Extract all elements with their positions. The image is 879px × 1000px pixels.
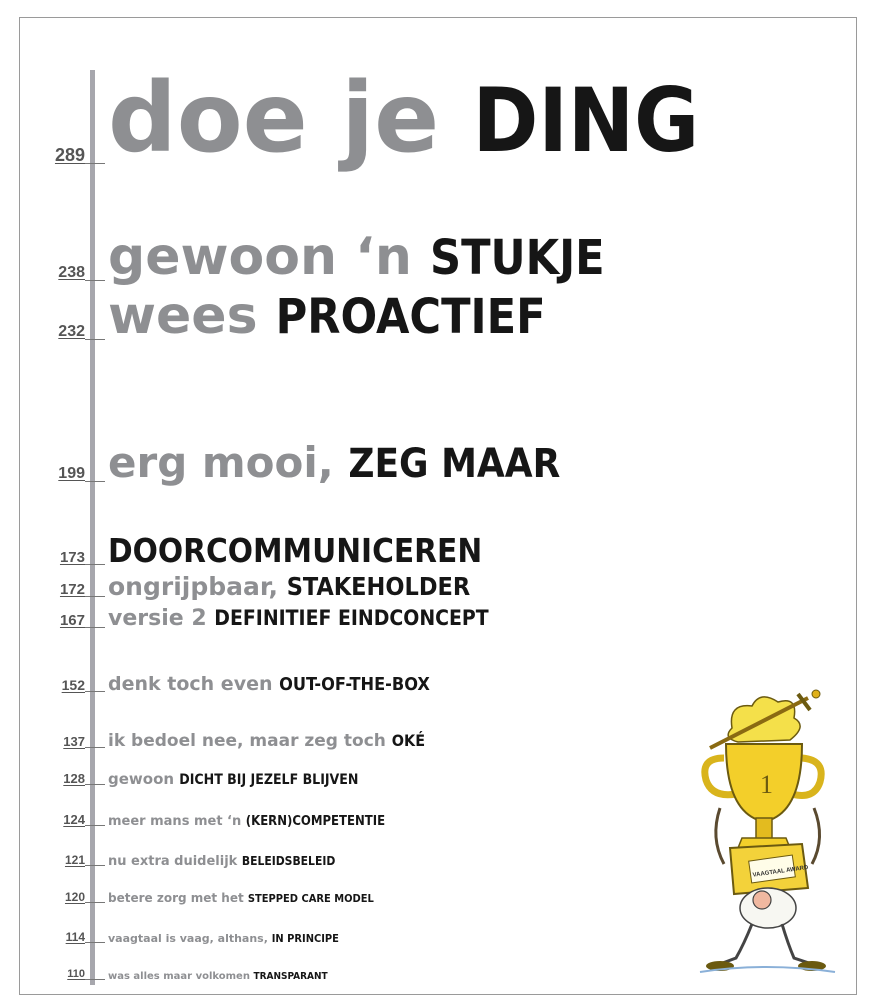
phrase-emphasis: DEFINITIEF EINDCONCEPT (214, 606, 489, 630)
phrase-text (108, 966, 328, 982)
phrase-emphasis: OUT-OF-THE-BOX (279, 674, 430, 695)
value-label: 167 (59, 612, 85, 629)
value-label: 128 (63, 771, 85, 786)
phrase-text (108, 608, 489, 630)
phrase-text (108, 852, 335, 868)
phrase-plain: wees (108, 286, 276, 346)
phrase-emphasis: STUKJE (429, 230, 605, 286)
axis-tick (85, 747, 105, 748)
phrase-plain: gewoon (108, 770, 180, 788)
phrase-plain: nu extra duidelijk (108, 854, 242, 869)
axis-tick (85, 865, 105, 866)
phrase-emphasis: STEPPED CARE MODEL (247, 892, 374, 905)
phrase-plain: was alles maar volkomen (108, 971, 254, 982)
phrase-plain: ongrijpbaar, (108, 572, 287, 601)
value-label: 199 (58, 465, 85, 482)
axis-tick (85, 481, 105, 482)
phrase-plain: gewoon ‘n (108, 227, 430, 287)
value-label: 120 (64, 890, 85, 904)
value-label: 238 (58, 264, 85, 281)
phrase-text (108, 286, 546, 346)
axis-tick (85, 691, 105, 692)
axis-tick (85, 339, 105, 340)
phrase-emphasis: ZEG MAAR (348, 441, 561, 487)
trophy-carrier-cartoon (690, 688, 840, 978)
phrase-plain: meer mans met ‘n (108, 814, 246, 829)
phrase-text (108, 675, 430, 694)
phrase-text (108, 227, 605, 287)
phrase-text (108, 531, 483, 570)
phrase-plain: ik bedoel nee, maar zeg toch (108, 731, 392, 751)
value-label: 114 (65, 930, 85, 944)
axis-tick (85, 784, 105, 785)
value-label: 172 (59, 581, 85, 598)
phrase-plain: versie 2 (108, 606, 215, 631)
phrase-emphasis: BELEIDSBELEID (241, 854, 336, 868)
phrase-emphasis: DICHT BIJ JEZELF BLIJVEN (179, 772, 359, 788)
axis-tick (85, 280, 105, 281)
cup-number: 1 (760, 770, 773, 799)
value-label: 152 (61, 677, 85, 693)
phrase-emphasis: TRANSPARANT (253, 971, 328, 982)
value-label: 124 (63, 812, 85, 827)
phrase-plain: erg mooi, (108, 438, 349, 487)
phrase-emphasis: STAKEHOLDER (286, 572, 471, 601)
plaque-text: VAAGTAAL AWARD (752, 864, 809, 879)
phrase-text (108, 929, 339, 945)
phrase-plain: betere zorg met het (108, 891, 248, 905)
axis-tick (85, 564, 105, 565)
axis-tick (85, 825, 105, 826)
phrase-text (108, 733, 425, 750)
value-label: 173 (59, 549, 85, 566)
value-label: 137 (63, 734, 85, 749)
phrase-emphasis: DING (472, 69, 700, 172)
value-label: 232 (58, 323, 85, 340)
axis-tick (85, 596, 105, 597)
axis-tick (85, 942, 105, 943)
axis-tick (85, 902, 105, 903)
phrase-plain: denk toch even (108, 673, 280, 695)
phrase-emphasis: DOORCOMMUNICEREN (108, 531, 483, 570)
phrase-text (108, 889, 374, 905)
axis-tick (85, 979, 105, 980)
phrase-plain: vaagtaal is vaag, althans, (108, 932, 272, 945)
axis-tick (85, 627, 105, 628)
value-label: 289 (54, 145, 85, 165)
phrase-text (108, 771, 358, 787)
phrase-text (108, 438, 561, 487)
value-label: 110 (67, 968, 85, 980)
phrase-emphasis: OKÉ (391, 731, 426, 750)
axis-tick (85, 163, 105, 164)
phrase-text (108, 62, 700, 174)
phrase-text (108, 574, 470, 599)
phrase-emphasis: (KERN)COMPETENTIE (245, 814, 386, 829)
phrase-text (108, 812, 385, 828)
phrase-plain: doe je (108, 62, 473, 174)
value-label: 121 (64, 853, 85, 867)
axis-line (90, 70, 95, 985)
phrase-emphasis: IN PRINCIPE (271, 932, 339, 945)
phrase-emphasis: PROACTIEF (275, 289, 546, 345)
